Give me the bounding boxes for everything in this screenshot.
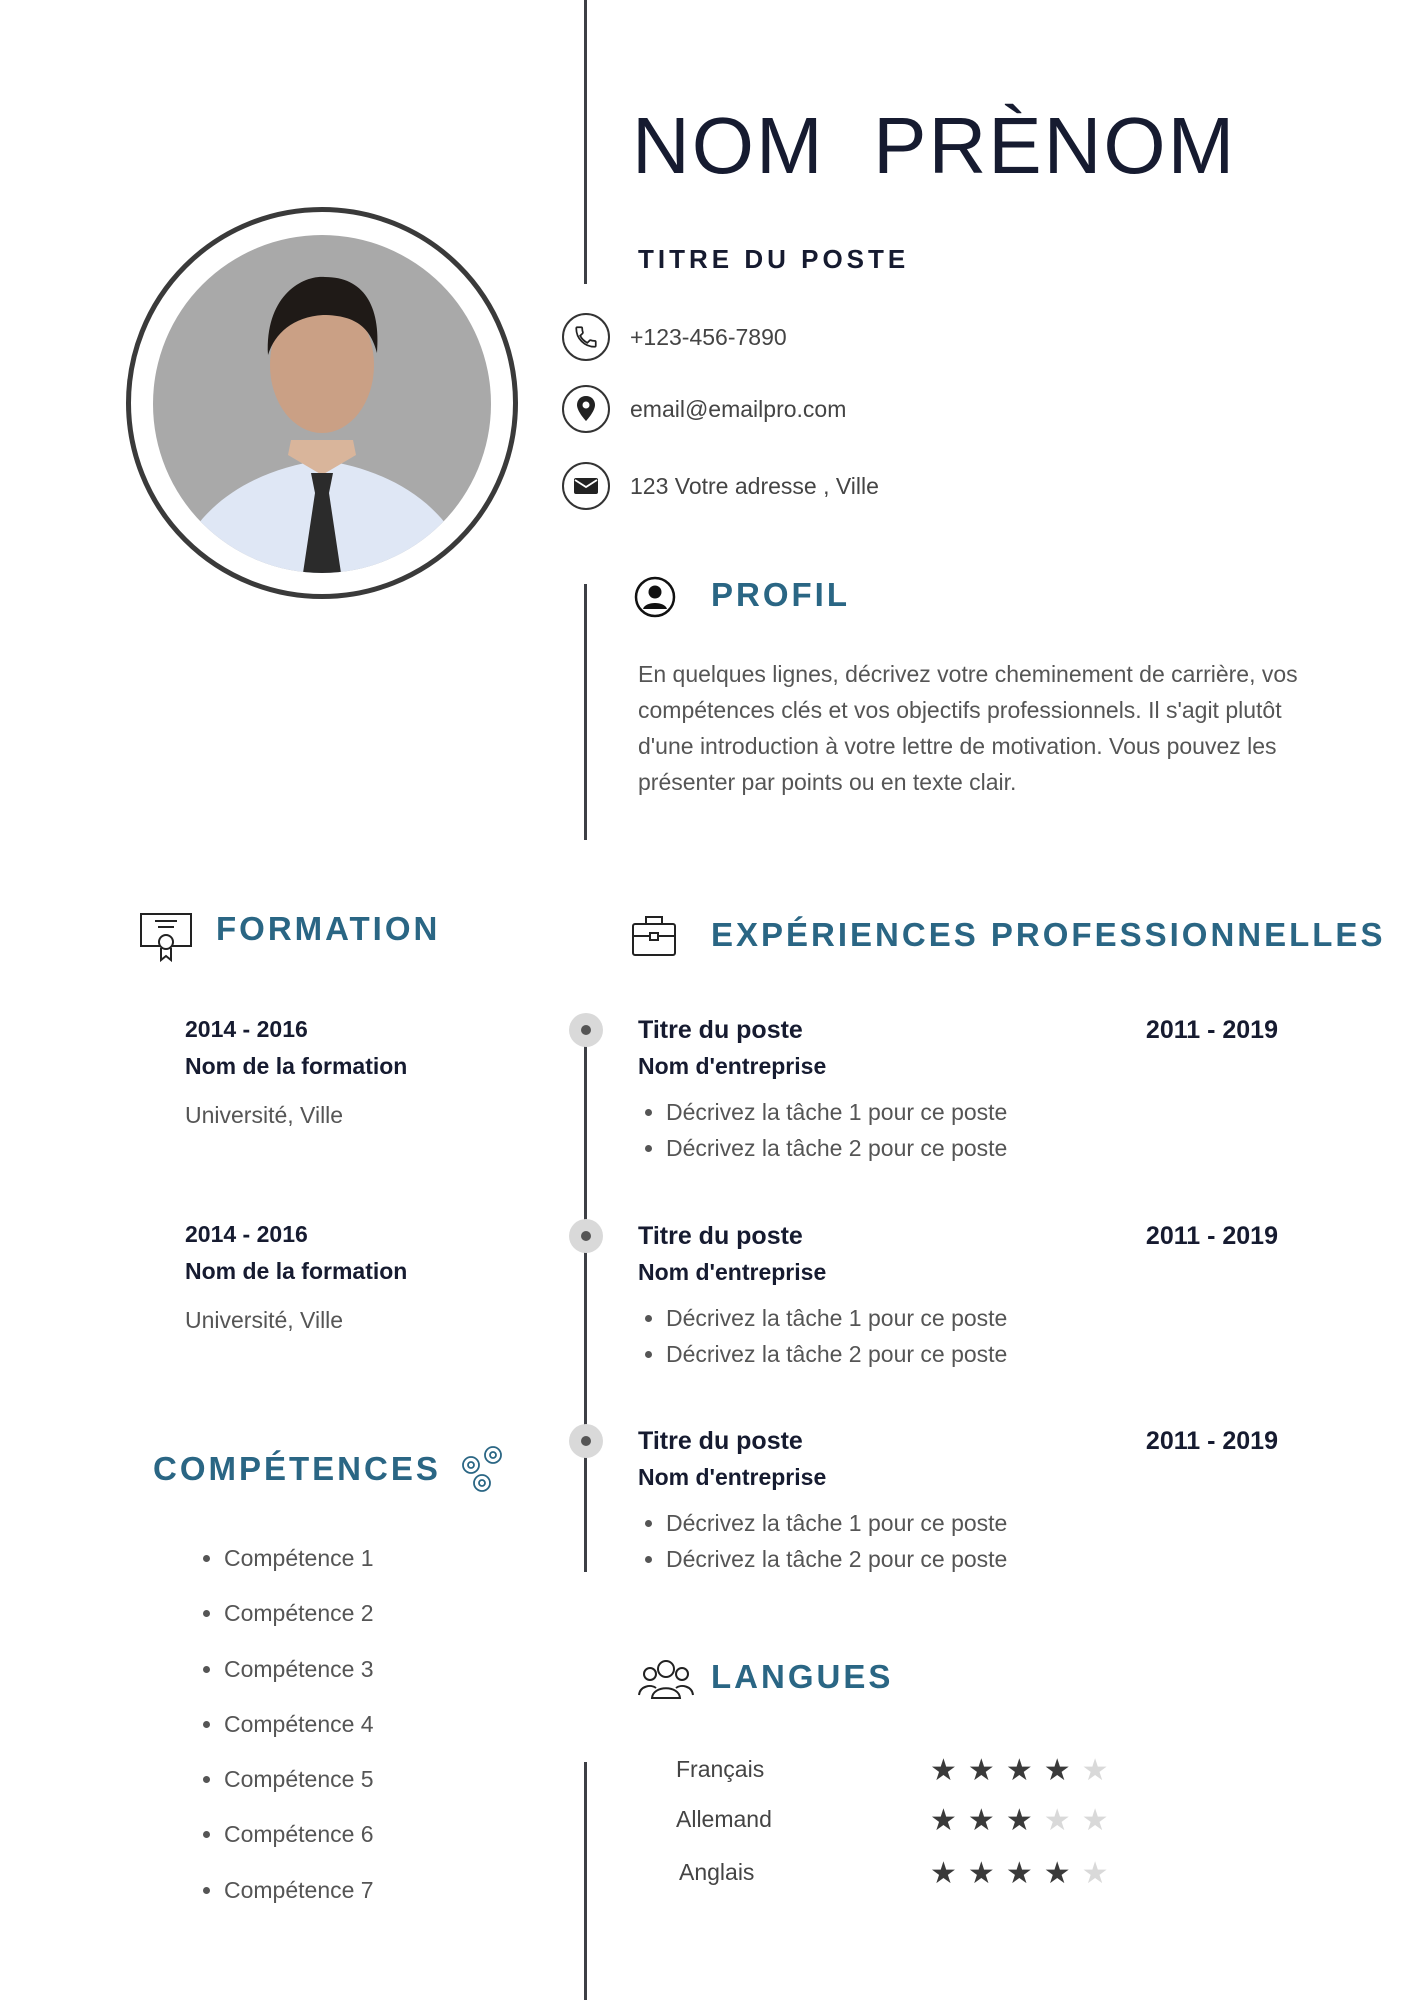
experience-years: 2011 - 2019 — [1145, 1016, 1278, 1044]
skill-item: • Compétence 2 — [224, 1600, 374, 1655]
experience-company: Nom d'entreprise — [638, 1464, 827, 1490]
address-text: 123 Votre adresse , Ville — [630, 472, 879, 499]
experience-entry — [638, 1222, 1278, 1372]
task-item: • Décrivez la tâche 1 pour ce poste — [666, 1094, 1278, 1130]
education-entry — [185, 1016, 407, 1129]
experience-entry — [638, 1016, 1278, 1166]
languages-heading: LANGUES — [711, 1658, 894, 1695]
star-filled-icon: ★ — [967, 1754, 995, 1787]
star-filled-icon: ★ — [967, 1857, 995, 1890]
star-filled-icon: ★ — [1005, 1754, 1033, 1787]
experience-years: 2011 - 2019 — [1145, 1222, 1278, 1250]
experience-entry — [638, 1427, 1278, 1577]
email-text: email@emailpro.com — [630, 395, 847, 422]
experience-timeline-line — [584, 1030, 587, 1572]
certificate-icon — [139, 911, 193, 968]
experience-tasks — [638, 1094, 1278, 1166]
language-row — [676, 1806, 1116, 1846]
star-filled-icon: ★ — [1043, 1754, 1071, 1787]
task-item: • Décrivez la tâche 2 pour ce poste — [666, 1130, 1278, 1166]
skills-heading: COMPÉTENCES — [153, 1450, 441, 1487]
star-rating — [930, 1756, 1109, 1786]
language-name: Anglais — [679, 1859, 755, 1885]
star-empty-icon: ★ — [1081, 1754, 1109, 1787]
education-place: Université, Ville — [185, 1307, 344, 1333]
location-pin-icon — [562, 385, 610, 433]
experience-title: Titre du poste — [638, 1016, 803, 1044]
experience-heading: EXPÉRIENCES PROFESSIONNELLES — [711, 916, 1386, 953]
header-divider-line — [584, 0, 587, 284]
star-rating — [930, 1859, 1109, 1889]
timeline-dot — [569, 1219, 603, 1253]
timeline-dot — [569, 1424, 603, 1458]
experience-company: Nom d'entreprise — [638, 1259, 827, 1285]
education-years: 2014 - 2016 — [185, 1016, 308, 1042]
education-name: Nom de la formation — [185, 1053, 408, 1079]
skill-item: • Compétence 1 — [224, 1545, 374, 1600]
phone-icon — [562, 313, 610, 361]
star-filled-icon: ★ — [930, 1754, 957, 1787]
people-group-icon — [637, 1655, 695, 1706]
experience-years: 2011 - 2019 — [1145, 1427, 1278, 1455]
experience-tasks — [638, 1300, 1278, 1372]
skill-item: • Compétence 6 — [224, 1821, 374, 1876]
education-heading: FORMATION — [216, 910, 441, 947]
user-circle-icon — [634, 576, 676, 623]
envelope-icon — [562, 462, 610, 510]
education-years: 2014 - 2016 — [185, 1221, 308, 1247]
education-name: Nom de la formation — [185, 1258, 408, 1284]
star-filled-icon: ★ — [930, 1804, 957, 1837]
task-item: • Décrivez la tâche 1 pour ce poste — [666, 1505, 1278, 1541]
skill-item: • Compétence 4 — [224, 1711, 374, 1766]
briefcase-icon — [631, 912, 677, 963]
experience-title: Titre du poste — [638, 1427, 803, 1455]
star-filled-icon: ★ — [967, 1804, 995, 1837]
star-filled-icon: ★ — [1005, 1857, 1033, 1890]
email-row — [562, 385, 846, 433]
star-filled-icon: ★ — [930, 1857, 957, 1890]
language-name: Français — [676, 1756, 765, 1782]
star-filled-icon: ★ — [1043, 1857, 1071, 1890]
profile-heading: PROFIL — [711, 576, 850, 613]
experience-company: Nom d'entreprise — [638, 1053, 827, 1079]
task-item: • Décrivez la tâche 2 pour ce poste — [666, 1541, 1278, 1577]
gears-icon — [457, 1440, 509, 1501]
profile-divider-line — [584, 584, 587, 840]
timeline-dot — [569, 1013, 603, 1047]
skill-item: • Compétence 7 — [224, 1877, 374, 1932]
task-item: • Décrivez la tâche 1 pour ce poste — [666, 1300, 1278, 1336]
skill-item: • Compétence 3 — [224, 1656, 374, 1711]
skill-item: • Compétence 5 — [224, 1766, 374, 1821]
phone-text: +123-456-7890 — [630, 323, 787, 350]
skills-list — [196, 1545, 374, 1932]
language-name: Allemand — [676, 1806, 772, 1832]
experience-tasks — [638, 1505, 1278, 1577]
language-row — [676, 1756, 1116, 1796]
address-row — [562, 462, 879, 510]
education-entry — [185, 1221, 407, 1334]
star-empty-icon: ★ — [1043, 1804, 1071, 1837]
experience-title: Titre du poste — [638, 1222, 803, 1250]
job-title: TITRE DU POSTE — [638, 244, 910, 274]
profile-text: En quelques lignes, décrivez votre cheminement de carrière, vos compétences clés et vos objectifs professionnels. Il s'agit plutôt d'une introduction à votre lettre de motivation. Vous pouvez les présenter par points ou en texte clair. — [638, 661, 1298, 795]
profile-photo — [153, 235, 491, 573]
candidate-name: NOM PRÈNOM — [632, 101, 1237, 190]
language-row — [676, 1859, 1116, 1899]
star-rating — [930, 1806, 1109, 1836]
star-empty-icon: ★ — [1081, 1857, 1109, 1890]
star-empty-icon: ★ — [1081, 1804, 1109, 1837]
languages-divider-line — [584, 1762, 587, 2000]
education-place: Université, Ville — [185, 1102, 344, 1128]
phone-row — [562, 313, 787, 361]
task-item: • Décrivez la tâche 2 pour ce poste — [666, 1336, 1278, 1372]
star-filled-icon: ★ — [1005, 1804, 1033, 1837]
